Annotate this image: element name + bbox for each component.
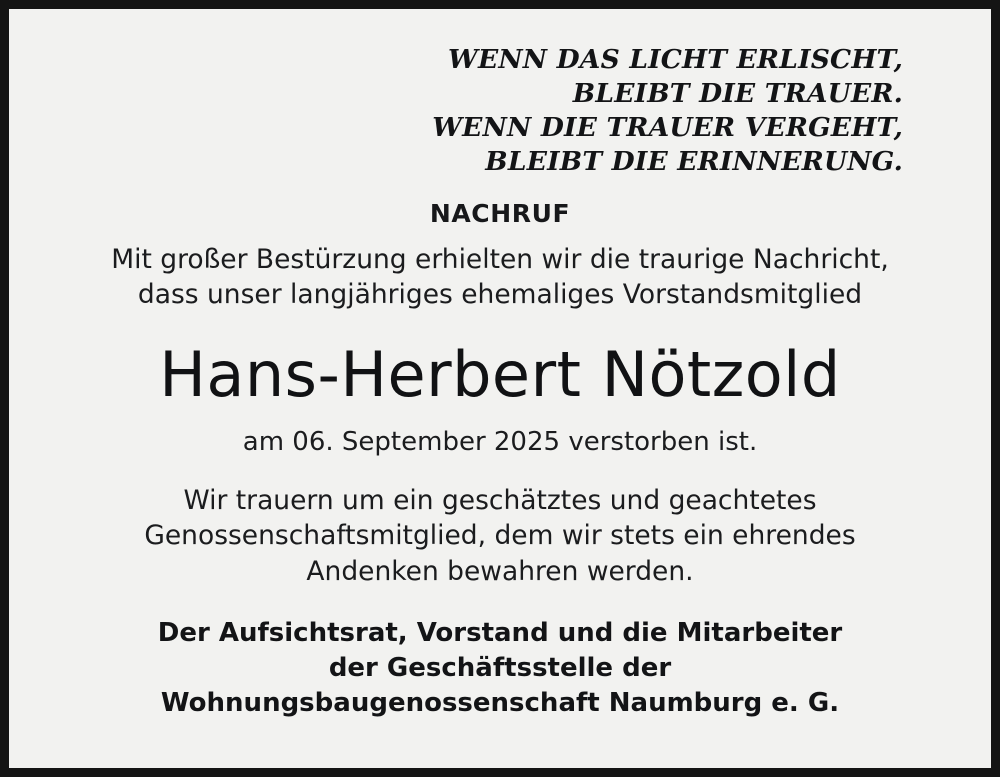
notice-heading: NACHRUF	[429, 198, 571, 228]
epitaph-line-3: WENN DIE TRAUER VERGEHT,	[432, 111, 903, 143]
signature-line-1: Der Aufsichtsrat, Vorstand und die Mitarbeiter	[157, 617, 843, 648]
epitaph-line-4: BLEIBT DIE ERINNERUNG.	[485, 145, 903, 177]
signature-line-2: der Geschäftsstelle der	[328, 652, 672, 683]
death-date-line: am 06. September 2025 verstorben ist.	[242, 426, 758, 457]
memorial-line-3: Andenken bewahren werden.	[306, 556, 694, 588]
intro-line-1: Mit großer Bestürzung erhielten wir die traurige Nachricht,	[111, 243, 889, 275]
intro-line-2: dass unser langjähriges ehemaliges Vorstandsmitglied	[137, 278, 863, 310]
epitaph-line-1: WENN DAS LICHT ERLISCHT,	[448, 44, 903, 75]
memorial-line-2: Genossenschaftsmitglied, dem wir stets ein ehrendes	[144, 520, 856, 552]
signature-block	[158, 616, 843, 721]
signature-line-3: Wohnungsbaugenossenschaft Naumburg e. G.	[160, 688, 840, 719]
epitaph-verse	[45, 43, 955, 179]
deceased-name: Hans-Herbert Nötzold	[159, 337, 841, 411]
epitaph-line-2: BLEIBT DIE TRAUER.	[572, 77, 903, 109]
memorial-body	[144, 483, 855, 590]
memorial-line-1: Wir trauern um ein geschätztes und geachtetes	[183, 484, 817, 516]
intro-text	[111, 243, 889, 313]
